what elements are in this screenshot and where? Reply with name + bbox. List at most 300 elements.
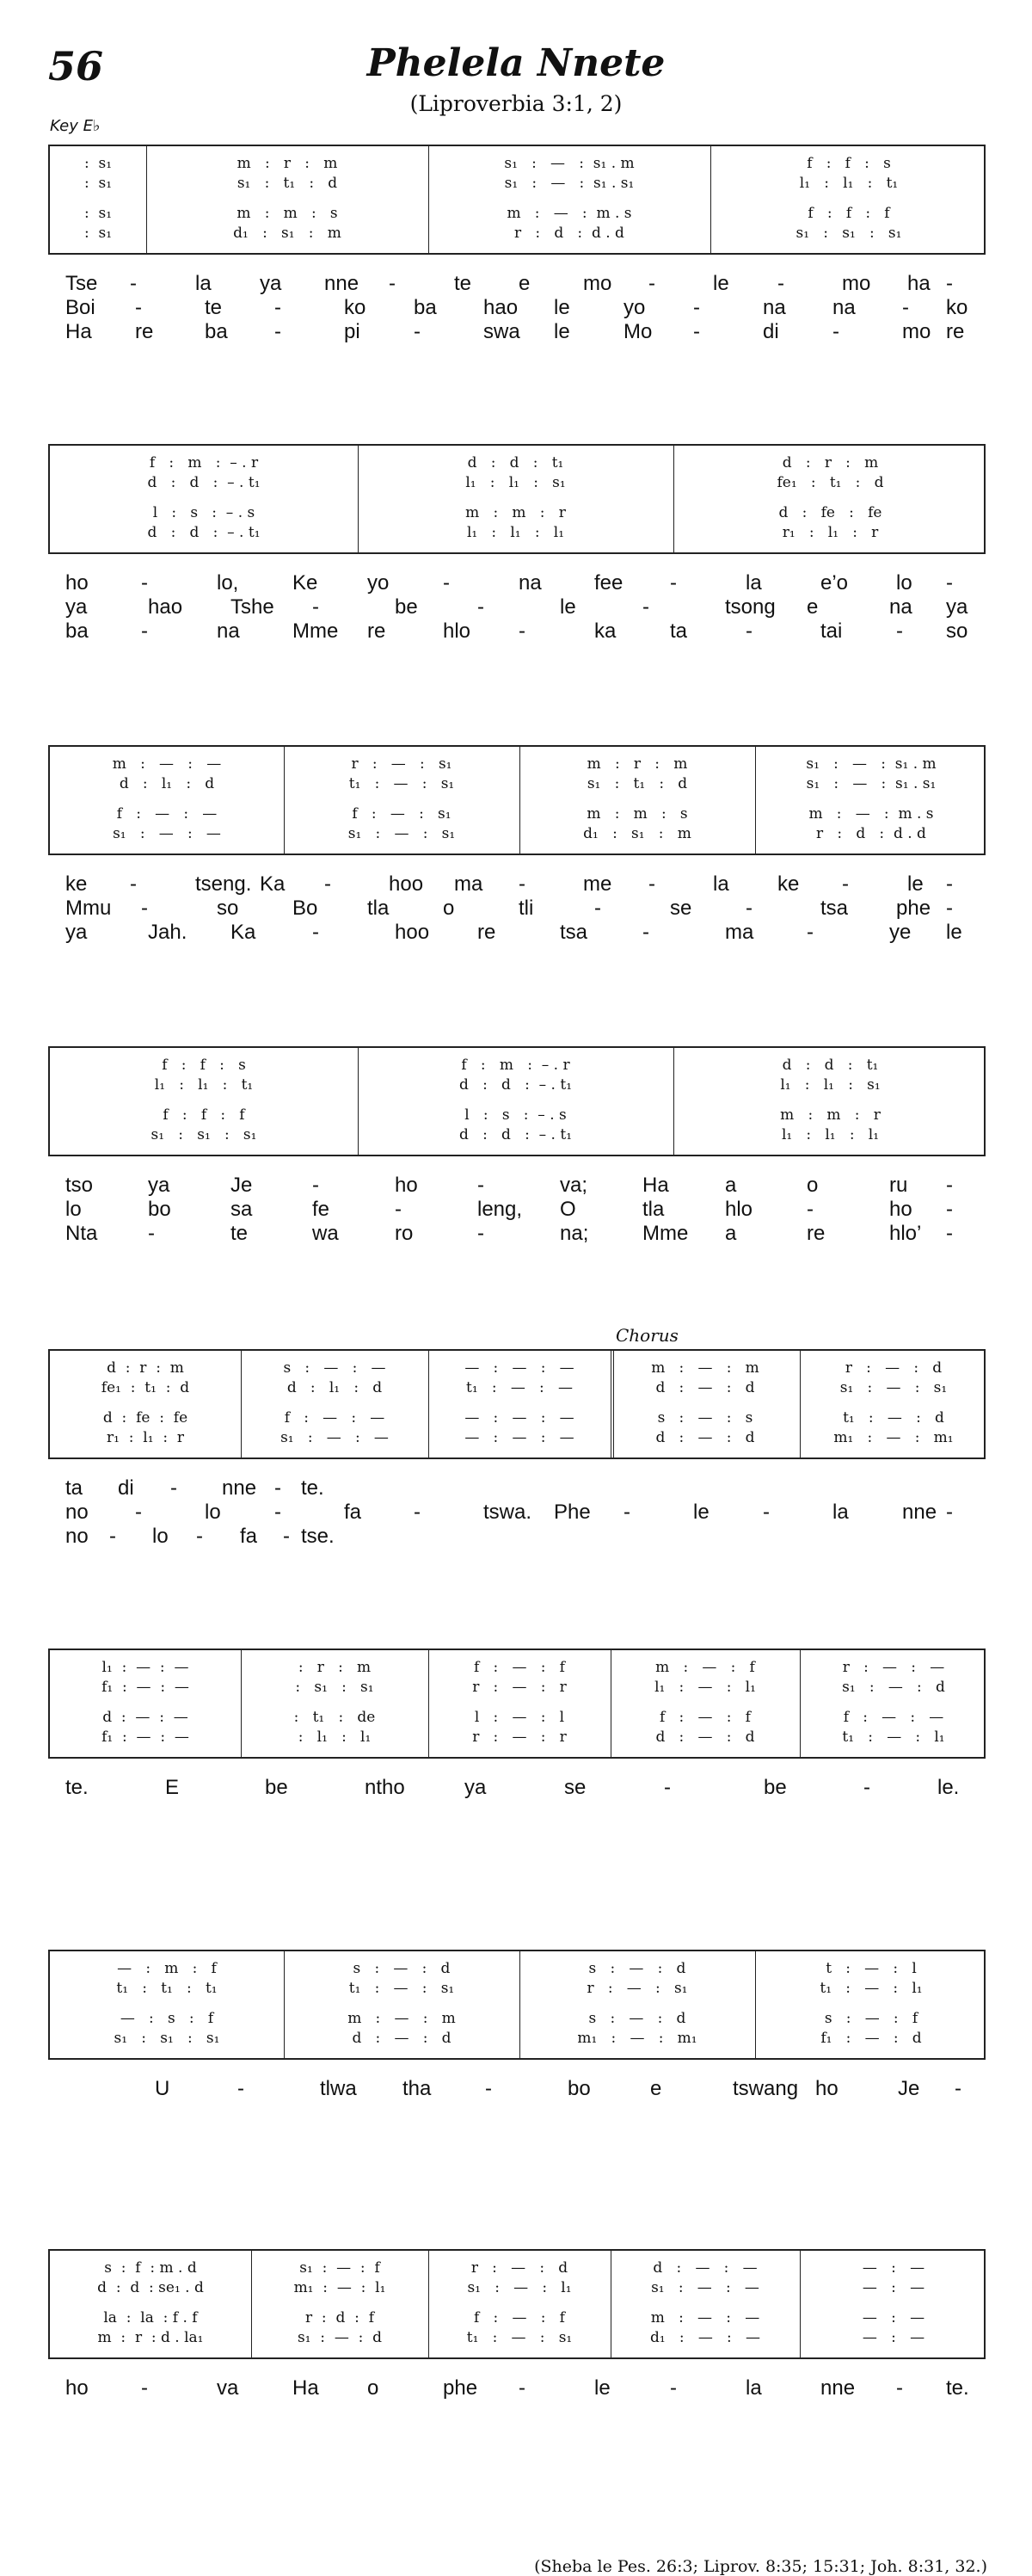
note-cell: s₁ : — : s₁ . m: [504, 155, 635, 172]
lyric-hyphen: -: [902, 296, 909, 319]
lyric-syllable: lo: [152, 1525, 169, 1548]
note-cell: l₁ : l₁ : s₁: [465, 474, 566, 491]
lyric-hyphen: -: [395, 1198, 402, 1221]
lyric-hyphen: -: [946, 1174, 953, 1197]
lyric-syllable: no: [65, 1501, 89, 1524]
lyric-hyphen: -: [485, 2077, 492, 2100]
lyric-syllable: lo: [896, 571, 912, 595]
note-cell: r : — : —: [842, 1659, 945, 1676]
lyric-hyphen: -: [946, 872, 953, 896]
lyric-hyphen: -: [648, 872, 655, 896]
lyric-syllable: le: [594, 2376, 611, 2400]
lyric-syllable: pi: [344, 320, 360, 343]
lyric-syllable: mo: [583, 272, 612, 295]
staff-system: [48, 444, 986, 554]
note-cell: d : d : – . t₁: [147, 474, 261, 491]
note-cell: — : — : —: [464, 1359, 574, 1377]
lyric-syllable: ma: [725, 921, 754, 944]
note-cell: d₁ : s₁ : m: [583, 825, 691, 842]
lyric-syllable: mo: [842, 272, 871, 295]
lyric-syllable: lo: [205, 1501, 221, 1524]
lyric-syllable: re: [135, 320, 154, 343]
lyric-hyphen: -: [141, 619, 148, 643]
lyric-syllable: tswang: [733, 2077, 799, 2100]
note-cell: s₁ : t₁ : d: [587, 775, 688, 792]
note-cell: f : — : —: [116, 805, 218, 823]
note-cell: d : d : – . t₁: [147, 524, 261, 541]
lyric-syllable: ke: [65, 872, 88, 896]
note-cell: s₁ : — : l₁: [467, 2279, 572, 2296]
lyric-syllable: ya: [260, 272, 282, 295]
lyric-syllable: so: [946, 619, 968, 643]
note-cell: s₁ : s₁ : s₁: [150, 1126, 257, 1143]
note-cell: m : — : f: [655, 1659, 755, 1676]
lyric-syllable: re: [477, 921, 496, 944]
note-cell: s : — : d: [353, 1960, 451, 1977]
lyric-hyphen: -: [955, 2077, 961, 2100]
key-signature: Key E♭: [50, 117, 101, 135]
lyric-syllable: ba: [414, 296, 437, 319]
note-cell: r : — : s₁: [351, 755, 452, 773]
note-cell: m₁ : — : l₁: [293, 2279, 386, 2296]
lyric-line: [0, 1501, 1032, 1525]
lyric-syllable: hoo: [395, 921, 430, 944]
lyric-syllable: le: [554, 296, 570, 319]
note-cell: s₁ : — : s₁ . s₁: [504, 175, 635, 192]
note-cell: s₁ : — : d: [297, 2329, 383, 2346]
lyric-line: [0, 1174, 1032, 1198]
note-cell: f : — : f: [474, 2309, 565, 2326]
lyric-line: [0, 1198, 1032, 1222]
lyric-hyphen: -: [693, 296, 700, 319]
note-cell: d₁ : — : —: [650, 2329, 760, 2346]
note-cell: s₁ : — : f: [299, 2259, 380, 2277]
note-cell: m₁ : — : m₁: [833, 1429, 954, 1446]
note-cell: f₁ : — : —: [101, 1729, 189, 1746]
lyric-syllable: le: [693, 1501, 710, 1524]
lyric-syllable: Jah.: [148, 921, 187, 944]
lyric-line: [0, 1476, 1032, 1501]
lyric-hyphen: -: [519, 872, 525, 896]
note-cell: s₁ : — : s₁ . s₁: [806, 775, 937, 792]
lyric-syllable: Ha: [65, 320, 92, 343]
lyric-syllable: la: [746, 571, 762, 595]
note-cell: — : —: [862, 2279, 925, 2296]
lyric-syllable: la: [713, 872, 729, 896]
lyric-hyphen: -: [946, 1198, 953, 1221]
note-cell: d : fe : fe: [102, 1409, 188, 1427]
note-cell: r : — : s₁: [587, 1980, 688, 1997]
lyric-hyphen: -: [414, 1501, 421, 1524]
lyric-syllable: nne: [324, 272, 359, 295]
lyric-syllable: e: [807, 595, 819, 619]
note-cell: l₁ : l₁ : l₁: [781, 1126, 880, 1143]
lyric-hyphen: -: [477, 1222, 484, 1245]
note-cell: s : f : m . d: [104, 2259, 197, 2277]
lyric-syllable: bo: [148, 1198, 171, 1221]
lyric-hyphen: -: [389, 272, 396, 295]
note-cell: s₁ : s₁ : s₁: [796, 225, 902, 242]
lyric-syllable: o: [807, 1174, 819, 1197]
lyric-hyphen: -: [324, 872, 331, 896]
note-cell: r₁ : l₁ : r: [782, 524, 879, 541]
lyric-syllable: leng,: [477, 1198, 523, 1221]
lyric-syllable: Ke: [292, 571, 318, 595]
lyric-hyphen: -: [670, 2376, 677, 2400]
note-cell: f : f : f: [163, 1106, 245, 1124]
lyric-syllable: wa: [312, 1222, 339, 1245]
note-cell: s₁ : — : s₁: [347, 825, 456, 842]
lyric-line: [0, 1525, 1032, 1549]
lyric-syllable: nne: [902, 1501, 937, 1524]
note-cell: d : — : d: [655, 1379, 755, 1396]
lyric-hyphen: -: [414, 320, 421, 343]
note-cell: f : m : – . r: [149, 454, 259, 471]
note-cell: m : m : s: [236, 205, 338, 222]
note-cell: m : m : r: [780, 1106, 881, 1124]
lyric-syllable: o: [443, 897, 455, 920]
lyric-syllable: so: [217, 897, 239, 920]
lyric-syllable: Mme: [642, 1222, 689, 1245]
lyric-syllable: le.: [937, 1776, 960, 1799]
note-cell: d : — : d: [655, 1429, 755, 1446]
lyric-syllable: ba: [65, 619, 89, 643]
lyric-hyphen: -: [896, 2376, 903, 2400]
note-cell: m : m : r: [465, 504, 566, 521]
note-cell: d : d : t₁: [782, 1057, 879, 1074]
lyric-hyphen: -: [946, 1222, 953, 1245]
note-cell: s : — : d: [588, 2010, 686, 2027]
note-cell: t₁ : — : l₁: [820, 1980, 923, 1997]
lyric-syllable: tsa: [560, 921, 588, 944]
staff-system: [48, 1349, 986, 1459]
lyric-syllable: phe: [443, 2376, 478, 2400]
note-cell: l : s : – . s: [152, 504, 255, 521]
note-cell: f : — : f: [474, 1659, 565, 1676]
lyric-hyphen: -: [274, 296, 281, 319]
lyric-syllable: Je: [898, 2077, 920, 2100]
footer-references: (Sheba le Pes. 26:3; Liprov. 8:35; 15:31; Joh. 8:31, 32.): [534, 2557, 987, 2576]
lyric-hyphen: -: [283, 1525, 290, 1548]
lyric-hyphen: -: [237, 2077, 244, 2100]
lyric-syllable: Phe: [554, 1501, 591, 1524]
lyric-syllable: di: [763, 320, 779, 343]
lyric-syllable: te.: [301, 1476, 324, 1500]
lyric-syllable: ru: [889, 1174, 908, 1197]
lyric-syllable: Ka: [230, 921, 256, 944]
note-cell: f : — : —: [284, 1409, 385, 1427]
note-cell: d₁ : s₁ : m: [233, 225, 341, 242]
note-cell: — : —: [862, 2259, 925, 2277]
note-cell: m : — : m: [651, 1359, 759, 1377]
lyric-syllable: tseng.: [195, 872, 252, 896]
lyric-hyphen: -: [832, 320, 839, 343]
note-cell: r : d : f: [305, 2309, 374, 2326]
note-cell: m : r : m: [587, 755, 688, 773]
lyric-line: [0, 1222, 1032, 1246]
staff-system: [48, 1046, 986, 1156]
note-cell: s₁ : — : —: [651, 2279, 759, 2296]
lyric-hyphen: -: [141, 897, 148, 920]
lyric-line: [0, 296, 1032, 320]
lyric-syllable: re: [946, 320, 965, 343]
lyric-syllable: phe: [896, 897, 931, 920]
lyric-hyphen: -: [274, 1476, 281, 1500]
note-cell: l : s : – . s: [464, 1106, 567, 1124]
lyric-syllable: Tse: [65, 272, 98, 295]
lyric-syllable: va: [217, 2376, 239, 2400]
note-cell: r₁ : l₁ : r: [106, 1429, 184, 1446]
lyric-syllable: a: [725, 1174, 737, 1197]
lyric-hyphen: -: [130, 272, 137, 295]
note-cell: s : — : s: [657, 1409, 753, 1427]
note-cell: t₁ : — : d: [843, 1409, 944, 1427]
note-cell: : s₁ : s₁: [295, 1679, 374, 1696]
lyric-hyphen: -: [109, 1525, 116, 1548]
lyric-line: [0, 897, 1032, 921]
note-cell: d : d : se₁ . d: [97, 2279, 204, 2296]
staff-system: [48, 1649, 986, 1759]
lyric-syllable: Mo: [624, 320, 653, 343]
lyric-syllable: Ha: [642, 1174, 669, 1197]
note-cell: l₁ : l₁ : l₁: [466, 524, 565, 541]
note-cell: l₁ : l₁ : t₁: [154, 1076, 254, 1094]
note-cell: s : — : —: [283, 1359, 386, 1377]
lyric-syllable: ho: [65, 571, 89, 595]
lyric-hyphen: -: [141, 2376, 148, 2400]
lyric-syllable: Je: [230, 1174, 253, 1197]
lyric-hyphen: -: [842, 872, 849, 896]
note-cell: fe₁ : t₁ : d: [101, 1379, 190, 1396]
lyric-syllable: ya: [946, 595, 968, 619]
lyric-syllable: tsa: [820, 897, 849, 920]
lyric-hyphen: -: [624, 1501, 630, 1524]
lyric-syllable: swa: [483, 320, 520, 343]
lyric-syllable: tswa.: [483, 1501, 532, 1524]
lyric-syllable: ha: [907, 272, 931, 295]
note-cell: m : — : —: [650, 2309, 760, 2326]
lyric-syllable: fa: [240, 1525, 258, 1548]
lyric-line: [0, 320, 1032, 344]
note-cell: l₁ : l₁ : t₁: [799, 175, 899, 192]
lyric-syllable: ho: [815, 2077, 838, 2100]
note-cell: — : —: [862, 2329, 925, 2346]
note-cell: r : — : d: [470, 2259, 568, 2277]
note-cell: m : — : m . s: [507, 205, 632, 222]
lyric-hyphen: -: [642, 921, 649, 944]
note-cell: d : — : —: [102, 1709, 188, 1726]
note-cell: s₁ : t₁ : d: [236, 175, 338, 192]
lyric-line: [0, 2077, 1032, 2101]
lyric-line: [0, 2376, 1032, 2400]
lyric-hyphen: -: [807, 921, 814, 944]
note-cell: r : — : r: [472, 1729, 567, 1746]
lyric-syllable: na: [217, 619, 240, 643]
lyric-syllable: O: [560, 1198, 576, 1221]
hymn-number: 56: [48, 43, 104, 89]
note-cell: f : f : f: [808, 205, 890, 222]
lyric-syllable: Ha: [292, 2376, 319, 2400]
note-cell: d : d : t₁: [467, 454, 564, 471]
lyric-syllable: ke: [777, 872, 800, 896]
lyric-syllable: Mme: [292, 619, 339, 643]
lyric-syllable: Tshe: [230, 595, 274, 619]
lyric-hyphen: -: [946, 1501, 953, 1524]
lyric-syllable: na: [519, 571, 542, 595]
lyric-syllable: tla: [367, 897, 390, 920]
lyric-syllable: no: [65, 1525, 89, 1548]
lyric-syllable: la: [195, 272, 212, 295]
note-cell: fe₁ : t₁ : d: [777, 474, 884, 491]
note-cell: s₁ : s₁ : s₁: [114, 2030, 220, 2047]
lyric-syllable: tli: [519, 897, 534, 920]
lyric-line: [0, 571, 1032, 595]
lyric-syllable: ya: [65, 921, 88, 944]
note-cell: m : — : —: [112, 755, 222, 773]
lyric-hyphen: -: [477, 595, 484, 619]
note-cell: d : d : – . t₁: [458, 1076, 573, 1094]
note-cell: l₁ : — : l₁: [654, 1679, 756, 1696]
note-cell: r : — : r: [472, 1679, 567, 1696]
lyric-syllable: le: [907, 872, 924, 896]
lyric-hyphen: -: [777, 272, 784, 295]
lyric-syllable: ye: [889, 921, 912, 944]
lyric-syllable: mo: [902, 320, 931, 343]
note-cell: f₁ : — : —: [101, 1679, 189, 1696]
note-cell: t₁ : — : l₁: [842, 1729, 945, 1746]
note-cell: : t₁ : de: [293, 1709, 376, 1726]
lyric-hyphen: -: [946, 571, 953, 595]
lyric-syllable: te: [230, 1222, 249, 1245]
lyric-syllable: bo: [568, 2077, 591, 2100]
lyric-hyphen: -: [135, 296, 142, 319]
lyric-syllable: tse.: [301, 1525, 335, 1548]
lyric-line: [0, 595, 1032, 619]
note-cell: d : l₁ : d: [119, 775, 215, 792]
lyric-hyphen: -: [135, 1501, 142, 1524]
note-cell: d : fe : fe: [778, 504, 882, 521]
lyric-hyphen: -: [763, 1501, 770, 1524]
lyric-syllable: Mmu: [65, 897, 112, 920]
note-cell: f : — : f: [660, 1709, 751, 1726]
lyric-hyphen: -: [664, 1776, 671, 1799]
note-cell: m : — : m: [347, 2010, 456, 2027]
lyric-syllable: la: [746, 2376, 762, 2400]
note-cell: f : — : s₁: [352, 805, 452, 823]
lyric-syllable: ko: [946, 296, 968, 319]
note-cell: d : r : m: [782, 454, 879, 471]
note-cell: f : f : s: [807, 155, 891, 172]
lyric-syllable: be: [764, 1776, 787, 1799]
lyric-syllable: te.: [946, 2376, 969, 2400]
lyric-hyphen: -: [746, 619, 752, 643]
note-cell: d : — : —: [653, 2259, 758, 2277]
note-cell: s₁ : — : s₁ . m: [806, 755, 937, 773]
note-cell: t₁ : — : s₁: [348, 775, 455, 792]
lyric-syllable: e’o: [820, 571, 849, 595]
lyric-hyphen: -: [863, 1776, 870, 1799]
lyric-syllable: tha: [402, 2077, 432, 2100]
lyric-hyphen: -: [148, 1222, 155, 1245]
lyric-syllable: tla: [642, 1198, 665, 1221]
lyric-line: [0, 1776, 1032, 1800]
lyric-hyphen: -: [443, 571, 450, 595]
lyric-hyphen: -: [274, 1501, 281, 1524]
lyric-hyphen: -: [170, 1476, 177, 1500]
lyric-syllable: be: [265, 1776, 288, 1799]
note-cell: t₁ : — : s₁: [466, 2329, 573, 2346]
lyric-syllable: e: [650, 2077, 662, 2100]
lyric-syllable: ntho: [365, 1776, 405, 1799]
lyric-hyphen: -: [946, 897, 953, 920]
note-cell: s₁ : — : —: [280, 1429, 389, 1446]
lyric-hyphen: -: [519, 2376, 525, 2400]
note-cell: s₁ : — : s₁: [839, 1379, 948, 1396]
lyric-syllable: ta: [65, 1476, 83, 1500]
note-cell: s : — : d: [588, 1960, 686, 1977]
hymn-title: Phelela Nnete: [366, 41, 666, 85]
note-cell: f : f : s: [162, 1057, 246, 1074]
lyric-syllable: a: [725, 1222, 737, 1245]
lyric-hyphen: -: [642, 595, 649, 619]
lyric-syllable: le: [946, 921, 962, 944]
note-cell: — : —: [862, 2309, 925, 2326]
note-cell: — : m : f: [117, 1960, 217, 1977]
staff-system: [48, 1950, 986, 2060]
lyric-hyphen: -: [196, 1525, 203, 1548]
lyric-syllable: te: [454, 272, 472, 295]
lyric-syllable: ya: [464, 1776, 487, 1799]
lyric-syllable: ro: [395, 1222, 414, 1245]
lyric-hyphen: -: [274, 320, 281, 343]
lyric-hyphen: -: [746, 897, 752, 920]
lyric-hyphen: -: [312, 921, 319, 944]
lyric-hyphen: -: [519, 619, 525, 643]
lyric-syllable: ho: [395, 1174, 418, 1197]
lyric-syllable: ta: [670, 619, 688, 643]
scripture-reference: (Liproverbia 3:1, 2): [409, 91, 623, 116]
lyric-hyphen: -: [807, 1198, 814, 1221]
lyric-hyphen: -: [594, 897, 601, 920]
lyric-hyphen: -: [130, 872, 137, 896]
staff-system: [48, 145, 986, 255]
note-cell: m : r : m: [236, 155, 338, 172]
lyric-syllable: le: [560, 595, 576, 619]
lyric-line: [0, 619, 1032, 644]
lyric-syllable: lo: [65, 1198, 82, 1221]
note-cell: m₁ : — : m₁: [577, 2030, 697, 2047]
lyric-hyphen: -: [670, 571, 677, 595]
lyric-line: [0, 272, 1032, 296]
note-cell: : s₁: [83, 205, 113, 222]
note-cell: d : r : m: [107, 1359, 184, 1377]
lyric-syllable: e: [519, 272, 531, 295]
lyric-syllable: o: [367, 2376, 379, 2400]
note-cell: la : la : f . f: [103, 2309, 198, 2326]
lyric-syllable: hao: [148, 595, 183, 619]
lyric-syllable: hlo: [443, 619, 471, 643]
lyric-syllable: Nta: [65, 1222, 98, 1245]
lyric-syllable: na: [832, 296, 856, 319]
lyric-syllable: be: [395, 595, 418, 619]
lyric-syllable: na: [889, 595, 912, 619]
note-cell: f₁ : — : d: [820, 2030, 922, 2047]
lyric-syllable: nne: [222, 1476, 257, 1500]
note-cell: s : — : f: [824, 2010, 918, 2027]
note-cell: : l₁ : l₁: [298, 1729, 372, 1746]
lyric-syllable: me: [583, 872, 612, 896]
lyric-hyphen: -: [693, 320, 700, 343]
